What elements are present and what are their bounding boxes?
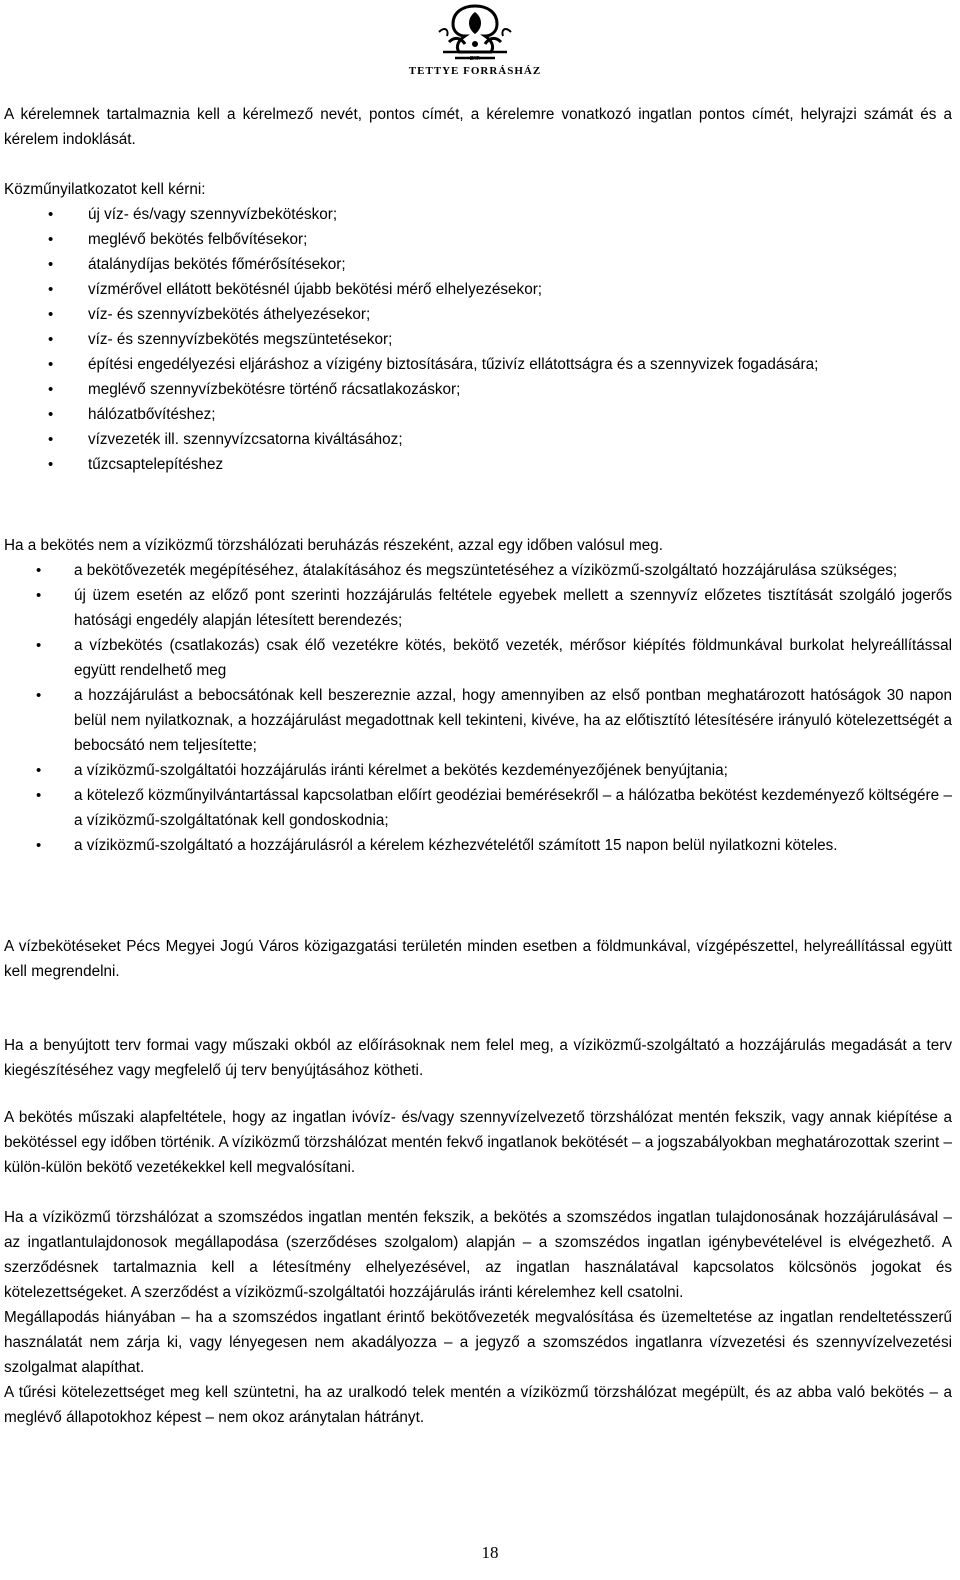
list-item: • meglévő szennyvízbekötésre történő rácsatlakozáskor; <box>4 377 952 402</box>
fountain-emblem-icon <box>435 2 515 64</box>
megallapodas-text: Megállapodás hiányában – ha a szomszédos ingatlant érintő bekötővezeték megvalósítása és üzemeltetése az ingatlan rendeltetésszerű használatát nem zárja ki, vagy lényegesen nem akadályozza – a jegyző a szomszédos ingatlanra vízvezetési és szennyvízelvezetési szolgalmat alapíthat. <box>4 1309 952 1376</box>
terv-text: Ha a benyújtott terv formai vagy műszaki okból az előírásoknak nem felel meg, a víziközmű-szolgáltató a hozzájárulás megadását a terv kiegészítéséhez vagy megfelelő új terv benyújtásához kötheti. <box>4 1037 952 1079</box>
logo-small-text: ZRT. <box>469 56 481 62</box>
list-item: • tűzcsaptelepítéshez <box>4 452 952 477</box>
company-logo <box>402 2 548 80</box>
list-item: • a kötelező közműnyilvántartással kapcsolatban előírt geodéziai bemérésekről – a hálózatba bekötést kezdeményező költségére – a víziközmű-szolgáltatónak kell gondoskodnia; <box>4 783 952 833</box>
kozmu-list <box>4 202 952 477</box>
list-item: • a víziközmű-szolgáltatói hozzájárulás iránti kérelmet a bekötés kezdeményezőjének benyújtania; <box>4 758 952 783</box>
list-item: • új üzem esetén az előző pont szerinti hozzájárulás feltétele egyebek mellett a szennyvíz előzetes tisztítását szolgáló jogerős hatósági engedély alapján létesített berendezés; <box>4 583 952 633</box>
list-item: • a hozzájárulást a bebocsátónak kell beszereznie azzal, hogy amennyiben az első pontban meghatározott hatóságok 30 napon belül nem nyilatkoznak, a hozzájárulást megadottnak kell tekinteni, kivéve, ha az előtisztító létesítésére irányuló kötelezettségét a bebocsátó nem teljesítette; <box>4 683 952 758</box>
list-item: • a vízbekötés (csatlakozás) csak élő vezetékre kötés, bekötő vezeték, mérősor kiépítés földmunkával burkolat helyreállítással együtt rendelhető meg <box>4 633 952 683</box>
bekotes-section <box>4 533 952 858</box>
list-item: • hálózatbővítéshez; <box>4 402 952 427</box>
kozmu-heading: Közműnyilatkozatot kell kérni: <box>4 181 206 198</box>
list-item: • vízvezeték ill. szennyvízcsatorna kiváltásához; <box>4 427 952 452</box>
alapfeltetel-text: A bekötés műszaki alapfeltétele, hogy az ingatlan ivóvíz- és/vagy szennyvízelvezető törzshálózat mentén fekszik, vagy annak kiépítése a bekötéssel egy időben történik. A víziközmű törzshálózat mentén fekvő ingatlanok bekötését – a jogszabályokban meghatározottak szerint – külön-külön bekötő vezetékekkel kell megvalósítani. <box>4 1109 952 1176</box>
list-item: • új víz- és/vagy szennyvízbekötéskor; <box>4 202 952 227</box>
intro-text: A kérelemnek tartalmaznia kell a kérelmező nevét, pontos címét, a kérelemre vonatkozó ingatlan pontos címét, helyrajzi számát és a kérelem indoklását. <box>4 106 952 148</box>
list-item: • vízmérővel ellátott bekötésnél újabb bekötési mérő elhelyezésekor; <box>4 277 952 302</box>
list-item: • a bekötővezeték megépítéséhez, átalakításához és megszüntetéséhez a víziközmű-szolgáltató hozzájárulása szükséges; <box>4 558 952 583</box>
logo-name: TETTYE FORRÁSHÁZ <box>408 65 542 77</box>
list-item: • meglévő bekötés felbővítésekor; <box>4 227 952 252</box>
list-item: • átalánydíjas bekötés főmérősítésekor; <box>4 252 952 277</box>
terv-paragraph <box>4 1033 952 1083</box>
szomszed-section <box>4 1205 952 1430</box>
kozmu-section <box>4 177 952 477</box>
bekotes-list <box>4 558 952 858</box>
szomszed-text: Ha a víziközmű törzshálózat a szomszédos ingatlan mentén fekszik, a bekötés a szomszédos ingatlan tulajdonosának hozzájárulásával – az ingatlantulajdonosok megállapodása (szerződéses szolgalom) alapján – a szomszédos ingatlan igénybevételével is elvégezhető. A szerződésnek tartalmaznia kell a létesítmény elhelyezésével, az ingatlan használatával kapcsolatos kölcsönös jogokat és kötelezettségeket. A szerződést a víziközmű-szolgáltatói hozzájárulás iránti kérelemhez kell csatolni. <box>4 1209 952 1301</box>
tures-text: A tűrési kötelezettséget meg kell szüntetni, ha az uralkodó telek mentén a víziközmű törzshálózat megépült, és az abba való bekötés – a meglévő állapotokhoz képest – nem okoz aránytalan hátrányt. <box>4 1384 952 1426</box>
list-item: • építési engedélyezési eljáráshoz a vízigény biztosítására, tűzivíz ellátottságra és a szennyvizek fogadására; <box>4 352 952 377</box>
list-item: • víz- és szennyvízbekötés megszüntetésekor; <box>4 327 952 352</box>
pecs-paragraph <box>4 934 952 984</box>
list-item: • víz- és szennyvízbekötés áthelyezésekor; <box>4 302 952 327</box>
alapfeltetel-paragraph <box>4 1105 952 1180</box>
pecs-text: A vízbekötéseket Pécs Megyei Jogú Város közigazgatási területén minden esetben a földmunkával, vízgépészettel, helyreállítással együtt kell megrendelni. <box>4 938 952 980</box>
page-number: 18 <box>481 1543 499 1562</box>
intro-paragraph <box>4 102 952 152</box>
list-item: • a víziközmű-szolgáltató a hozzájárulásról a kérelem kézhezvételétől számított 15 napon belül nyilatkozni köteles. <box>4 833 952 858</box>
bekotes-heading: Ha a bekötés nem a víziközmű törzshálózati beruházás részeként, azzal egy időben valósul meg. <box>4 537 663 554</box>
